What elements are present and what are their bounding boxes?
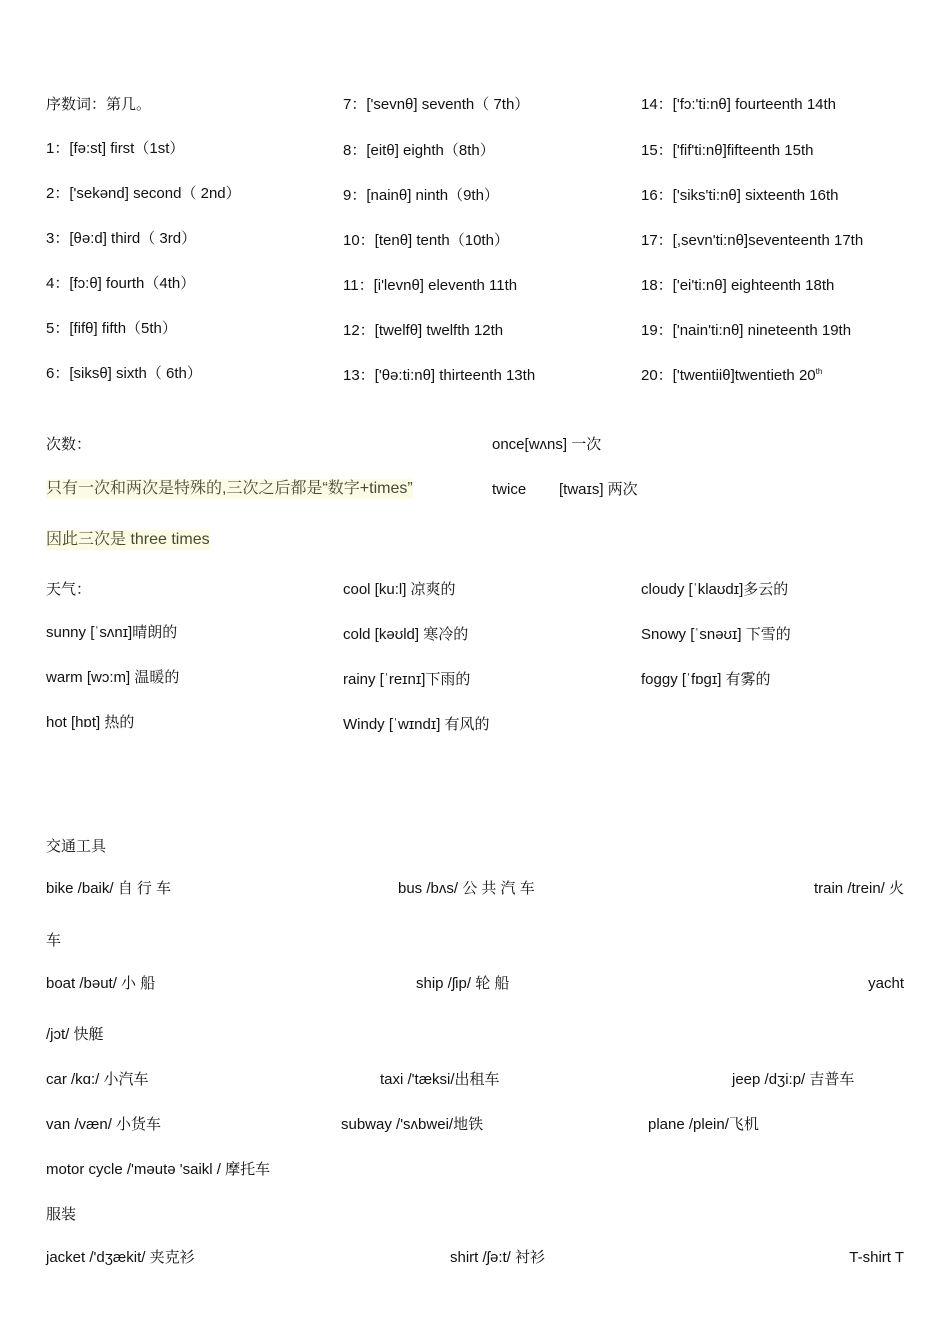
weather-cool: cool [ku:l] 凉爽的 [343, 581, 456, 598]
transport-yacht-cont: /jɔt/ 快艇 [46, 1026, 104, 1043]
ordinal-13: 13：['θə:ti:nθ] thirteenth 13th [343, 367, 536, 384]
transport-van: van /væn/ 小货车 [46, 1116, 162, 1133]
weather-windy: Windy [ˈwɪndɪ] 有风的 [343, 716, 490, 733]
weather-heading: 天气： [46, 581, 92, 598]
ordinal-19: 19：['nain'ti:nθ] nineteenth 19th [641, 322, 852, 339]
ordinal-12: 12：[twelfθ] twelfth 12th [343, 322, 504, 339]
weather-snowy: Snowy [ˈsnəʊɪ] 下雪的 [641, 626, 791, 643]
transport-motorcycle: motor cycle /'məutə 'saikl / 摩托车 [46, 1161, 271, 1178]
ordinal-1: 1：[fə:st] first（1st） [46, 140, 185, 157]
transport-subway: subway /'sʌbwei/地铁 [341, 1116, 484, 1133]
transport-train-cont: 车 [46, 932, 62, 949]
times-twice-rest: [twaɪs] 两次 [559, 481, 638, 498]
ordinal-11: 11：[i'levnθ] eleventh 11th [343, 277, 518, 294]
ordinal-15: 15：['fif'ti:nθ]fifteenth 15th [641, 142, 814, 159]
ordinal-5: 5：[fifθ] fifth（5th） [46, 320, 177, 337]
ordinal-20-main: 20：['twentiiθ]twentieth 20 [641, 367, 816, 384]
transport-ship: ship /ʃip/ 轮 船 [416, 975, 510, 992]
ordinal-16: 16：['siks'ti:nθ] sixteenth 16th [641, 187, 839, 204]
transport-car: car /kɑ:/ 小汽车 [46, 1071, 149, 1088]
ordinal-20-suffix: th [815, 367, 823, 376]
times-once: once[wʌns] 一次 [492, 436, 602, 453]
ordinal-4: 4：[fɔ:θ] fourth（4th） [46, 275, 196, 292]
ordinal-10: 10：[tenθ] tenth（10th） [343, 232, 509, 249]
transport-jeep: jeep /dʒi:p/ 吉普车 [732, 1071, 855, 1088]
transport-heading: 交通工具 [46, 838, 107, 855]
transport-boat: boat /bəut/ 小 船 [46, 975, 156, 992]
weather-warm: warm [wɔ:m] 温暖的 [46, 669, 180, 686]
times-rule: 只有一次和两次是特殊的,三次之后都是“数字+times” [46, 480, 413, 497]
weather-hot: hot [hɒt] 热的 [46, 714, 135, 731]
ordinal-14: 14：['fɔ:'ti:nθ] fourteenth 14th [641, 96, 837, 113]
ordinals-heading: 序数词：第几。 [46, 96, 152, 113]
ordinal-17: 17：[,sevn'ti:nθ]seventeenth 17th [641, 232, 864, 249]
ordinal-7: 7：['sevnθ] seventh（ 7th） [343, 96, 530, 113]
clothing-jacket: jacket /'dʒækit/ 夹克衫 [46, 1249, 195, 1266]
ordinal-18: 18：['ei'ti:nθ] eighteenth 18th [641, 277, 835, 294]
weather-cold: cold [kəʊld] 寒冷的 [343, 626, 469, 643]
weather-cloudy: cloudy [ˈklaʊdɪ]多云的 [641, 581, 789, 598]
ordinal-3: 3：[θə:d] third（ 3rd） [46, 230, 197, 247]
transport-bike: bike /baik/ 自 行 车 [46, 880, 172, 897]
ordinal-20 [641, 366, 822, 386]
times-example: 因此三次是 three times [46, 531, 210, 548]
ordinal-2: 2：['sekənd] second（ 2nd） [46, 185, 241, 202]
clothing-tshirt: T-shirt T [849, 1249, 904, 1266]
ordinal-8: 8：[eitθ] eighth（8th） [343, 142, 495, 159]
transport-plane: plane /plein/飞机 [648, 1116, 759, 1133]
weather-sunny: sunny [ˈsʌnɪ]晴朗的 [46, 624, 178, 641]
transport-train: train /trein/ 火 [813, 880, 904, 897]
clothing-shirt: shirt /ʃə:t/ 衬衫 [450, 1249, 546, 1266]
transport-bus: bus /bʌs/ 公 共 汽 车 [398, 880, 535, 897]
ordinal-9: 9：[nainθ] ninth（9th） [343, 187, 499, 204]
clothing-heading: 服装 [46, 1206, 77, 1223]
ordinal-6: 6：[siksθ] sixth（ 6th） [46, 365, 202, 382]
times-twice-word: twice [492, 481, 527, 498]
weather-foggy: foggy [ˈfɒgɪ] 有雾的 [641, 671, 771, 688]
transport-yacht: yacht [868, 975, 904, 992]
times-heading: 次数： [46, 436, 92, 453]
weather-rainy: rainy [ˈreɪnɪ]下雨的 [343, 671, 471, 688]
transport-taxi: taxi /'tæksi/出租车 [380, 1071, 500, 1088]
